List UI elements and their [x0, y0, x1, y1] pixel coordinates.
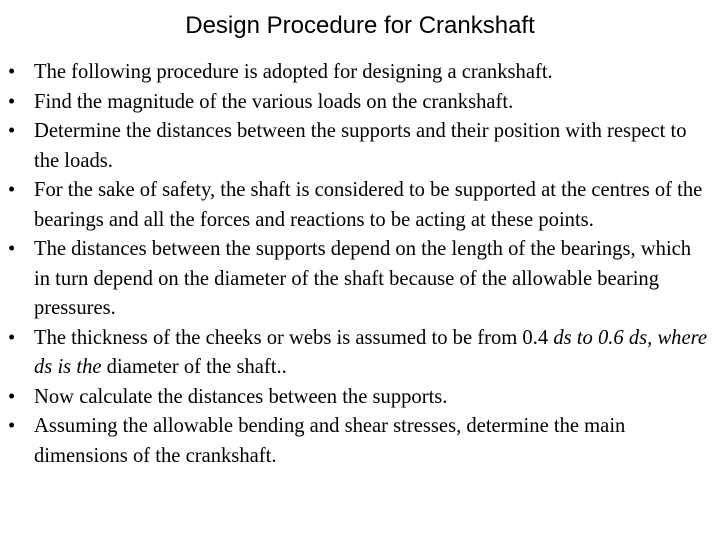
list-item	[0, 88, 712, 118]
bullet-text-italic: ds to 0.6 ds, where ds is the	[34, 326, 708, 378]
list-item	[0, 235, 712, 324]
bullet-icon: •	[8, 61, 16, 83]
bullet-icon: •	[8, 179, 16, 201]
list-item	[0, 58, 712, 88]
slide-title: Design Procedure for Crankshaft	[185, 12, 535, 39]
bullet-icon: •	[8, 238, 16, 260]
bullet-text: Now calculate the distances between the supports.	[34, 385, 448, 408]
bullet-text: Assuming the allowable bending and shear stresses, determine the main dimensions of the crankshaft.	[34, 415, 626, 467]
bullet-text: The distances between the supports depend on the length of the bearings, which in turn depend on the diameter of the shaft because of the allowable bearing pressures.	[34, 238, 692, 319]
bullet-text: Find the magnitude of the various loads on the crankshaft.	[34, 90, 514, 113]
bullet-text: For the sake of safety, the shaft is considered to be supported at the centres of the bearings and all the forces and reactions to be acting at these points.	[34, 179, 703, 231]
list-item	[0, 383, 712, 413]
list-item	[0, 117, 712, 176]
bullet-text: The following procedure is adopted for designing a crankshaft.	[34, 61, 553, 83]
bullet-icon: •	[8, 90, 16, 113]
bullet-text-part3: diameter of the shaft..	[101, 356, 287, 378]
list-item	[0, 324, 712, 383]
bullet-text: Determine the distances between the supports and their position with respect to the loads.	[34, 120, 687, 172]
list-item	[0, 412, 712, 471]
bullet-icon: •	[8, 120, 16, 142]
bullet-icon: •	[8, 385, 16, 408]
bullet-list	[0, 58, 712, 471]
bullet-icon: •	[8, 326, 16, 349]
bullet-icon: •	[8, 415, 16, 437]
bullet-text-part1: The thickness of the cheeks or webs is assumed to be from 0.4	[34, 326, 554, 349]
list-item	[0, 176, 712, 235]
